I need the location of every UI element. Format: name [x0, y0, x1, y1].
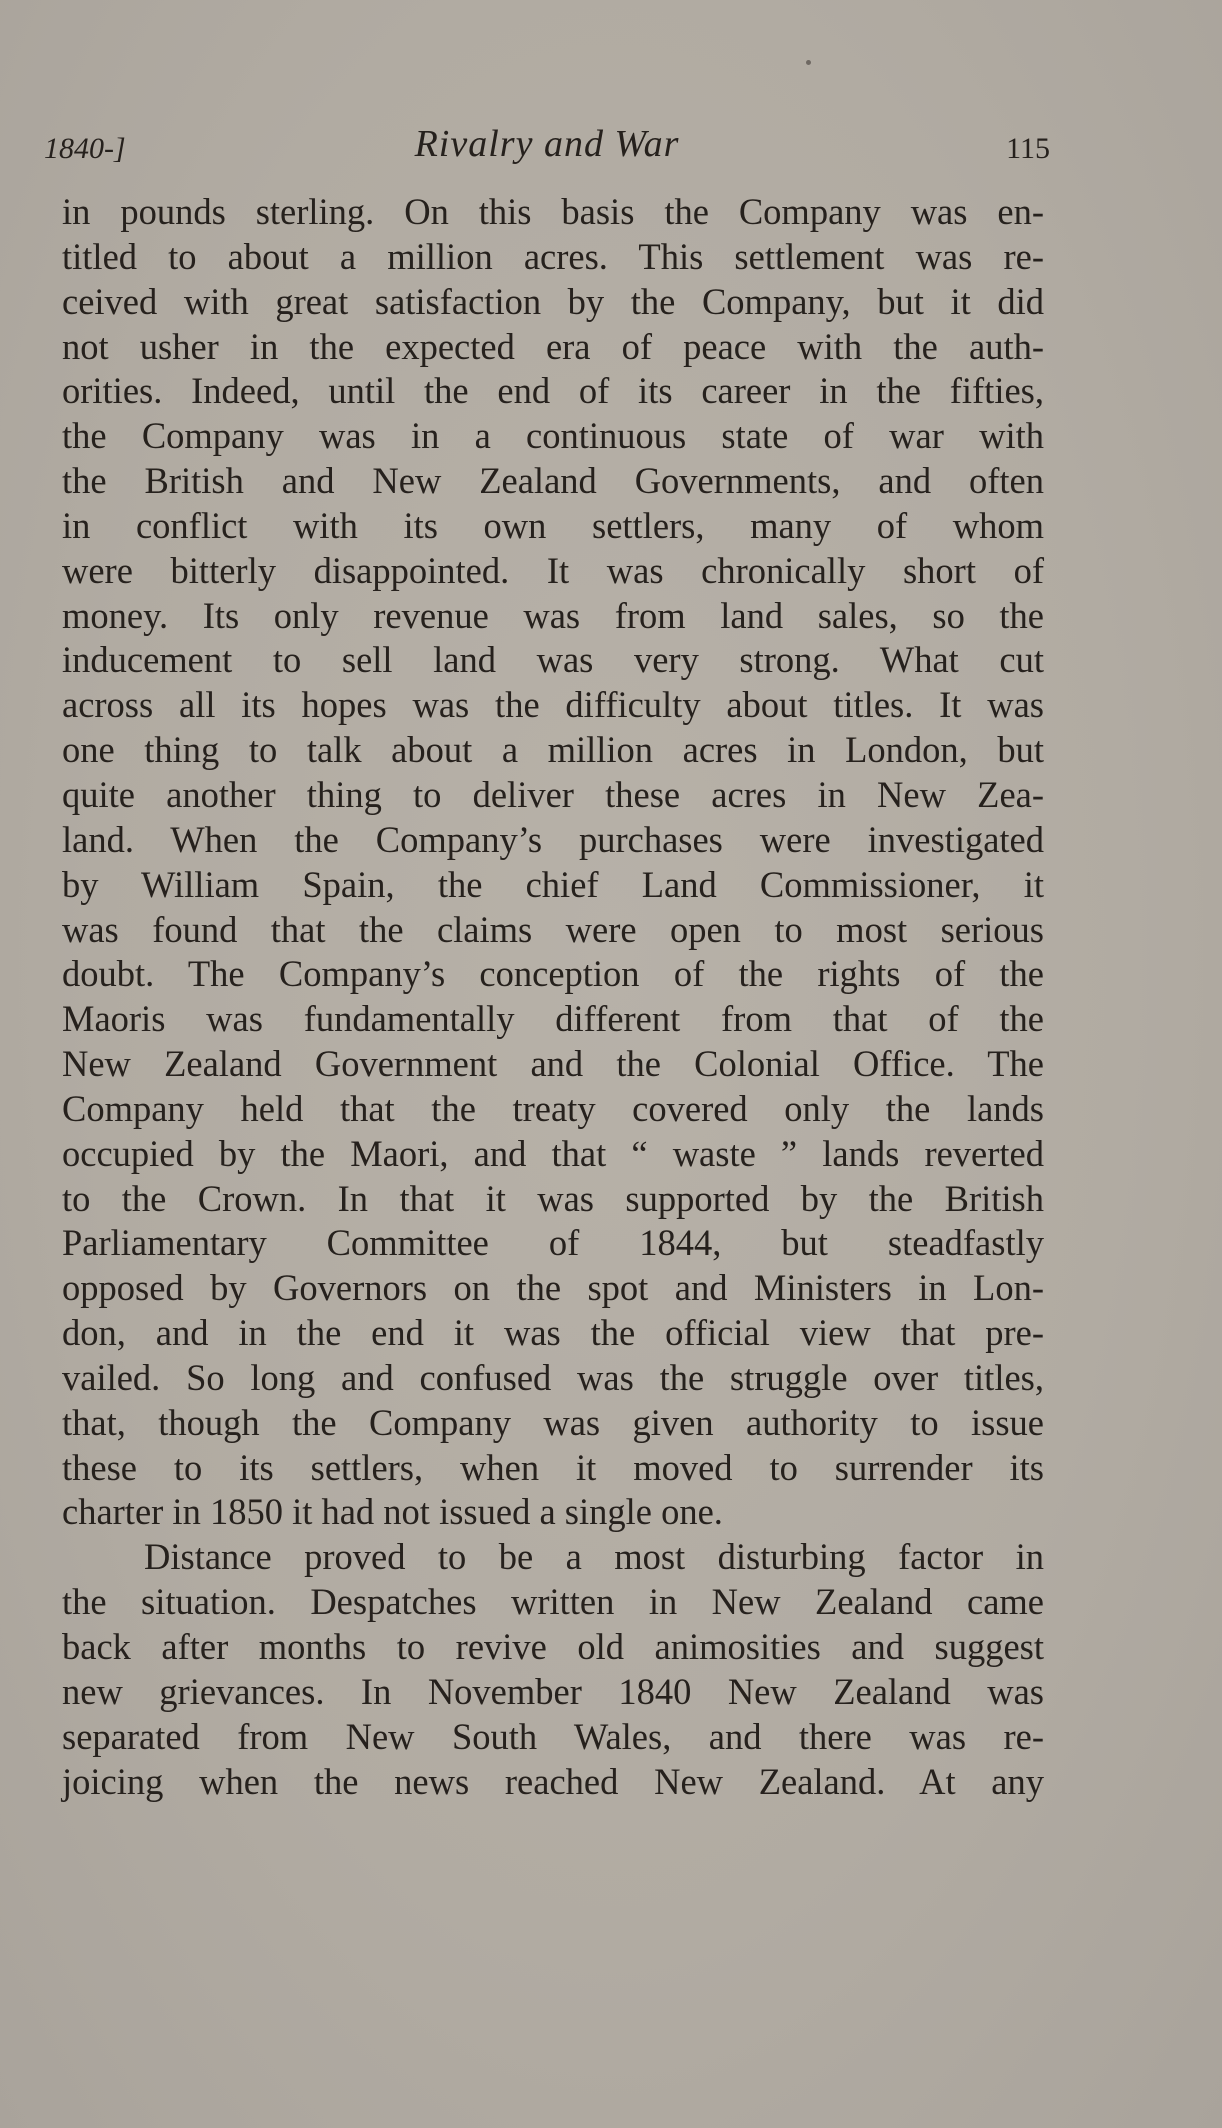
text-line: not usher in the expected era of peace with the auth- — [62, 325, 1044, 367]
text-line: doubt. The Company’s conception of the rights of the — [62, 953, 1044, 995]
text-line: joicing when the news reached New Zealand. At any — [62, 1760, 1044, 1802]
text-line: in pounds sterling. On this basis the Company was en- — [62, 191, 1044, 232]
text-line: was found that the claims were open to most serious — [62, 908, 1044, 950]
text-line: in conflict with its own settlers, many of whom — [62, 504, 1044, 546]
text-line: Company held that the treaty covered only the lands — [62, 1087, 1044, 1129]
text-line: the British and New Zealand Governments, and often — [62, 460, 1044, 502]
text-line: to the Crown. In that it was supported by the British — [62, 1177, 1044, 1219]
paper-speck — [806, 60, 811, 65]
text-line: new grievances. In November 1840 New Zealand was — [62, 1670, 1044, 1712]
text-line: New Zealand Government and the Colonial Office. The — [62, 1043, 1044, 1085]
text-line: quite another thing to deliver these acres in New Zea- — [62, 773, 1044, 815]
text-line: back after months to revive old animosities and suggest — [62, 1626, 1044, 1667]
text-line: ceived with great satisfaction by the Company, but it did — [62, 280, 1044, 322]
running-header — [44, 122, 1050, 172]
text-line: that, though the Company was given authority to issue — [62, 1401, 1044, 1443]
body-text — [62, 190, 1044, 1804]
text-line: titled to about a million acres. This settlement was re- — [62, 235, 1044, 277]
text-line: by William Spain, the chief Land Commissioner, it — [62, 863, 1044, 905]
text-line: were bitterly disappointed. It was chronically short of — [62, 549, 1044, 591]
text-line: the situation. Despatches written in New Zealand came — [62, 1581, 1044, 1623]
text-line: land. When the Company’s purchases were investigated — [62, 818, 1044, 860]
text-line: vailed. So long and confused was the struggle over titles, — [62, 1356, 1044, 1398]
text-line: separated from New South Wales, and there was re- — [62, 1715, 1044, 1757]
text-line: across all its hopes was the difficulty about titles. It was — [62, 684, 1044, 726]
text-line: Maoris was fundamentally different from that of the — [62, 998, 1044, 1040]
header-date: 1840-] — [44, 132, 126, 165]
text-line: don, and in the end it was the official view that pre- — [62, 1312, 1044, 1354]
text-line: occupied by the Maori, and that “ waste ” lands reverted — [62, 1132, 1044, 1174]
page-number: 115 — [1006, 132, 1050, 165]
paragraph-end-line: charter in 1850 it had not issued a single one. — [62, 1491, 723, 1533]
text-line: the Company was in a continuous state of war with — [62, 415, 1044, 457]
paragraph-start-line: Distance proved to be a most disturbing factor in — [144, 1536, 1044, 1578]
chapter-title: Rivalry and War — [414, 123, 680, 165]
text-line: one thing to talk about a million acres in London, but — [62, 729, 1044, 771]
text-line: orities. Indeed, until the end of its career in the fifties, — [62, 370, 1044, 412]
text-line: opposed by Governors on the spot and Ministers in Lon- — [62, 1267, 1044, 1309]
text-line: money. Its only revenue was from land sales, so the — [62, 594, 1044, 636]
text-line: these to its settlers, when it moved to surrender its — [62, 1446, 1044, 1488]
text-line: inducement to sell land was very strong. What cut — [62, 639, 1044, 681]
text-line: Parliamentary Committee of 1844, but steadfastly — [62, 1222, 1044, 1264]
